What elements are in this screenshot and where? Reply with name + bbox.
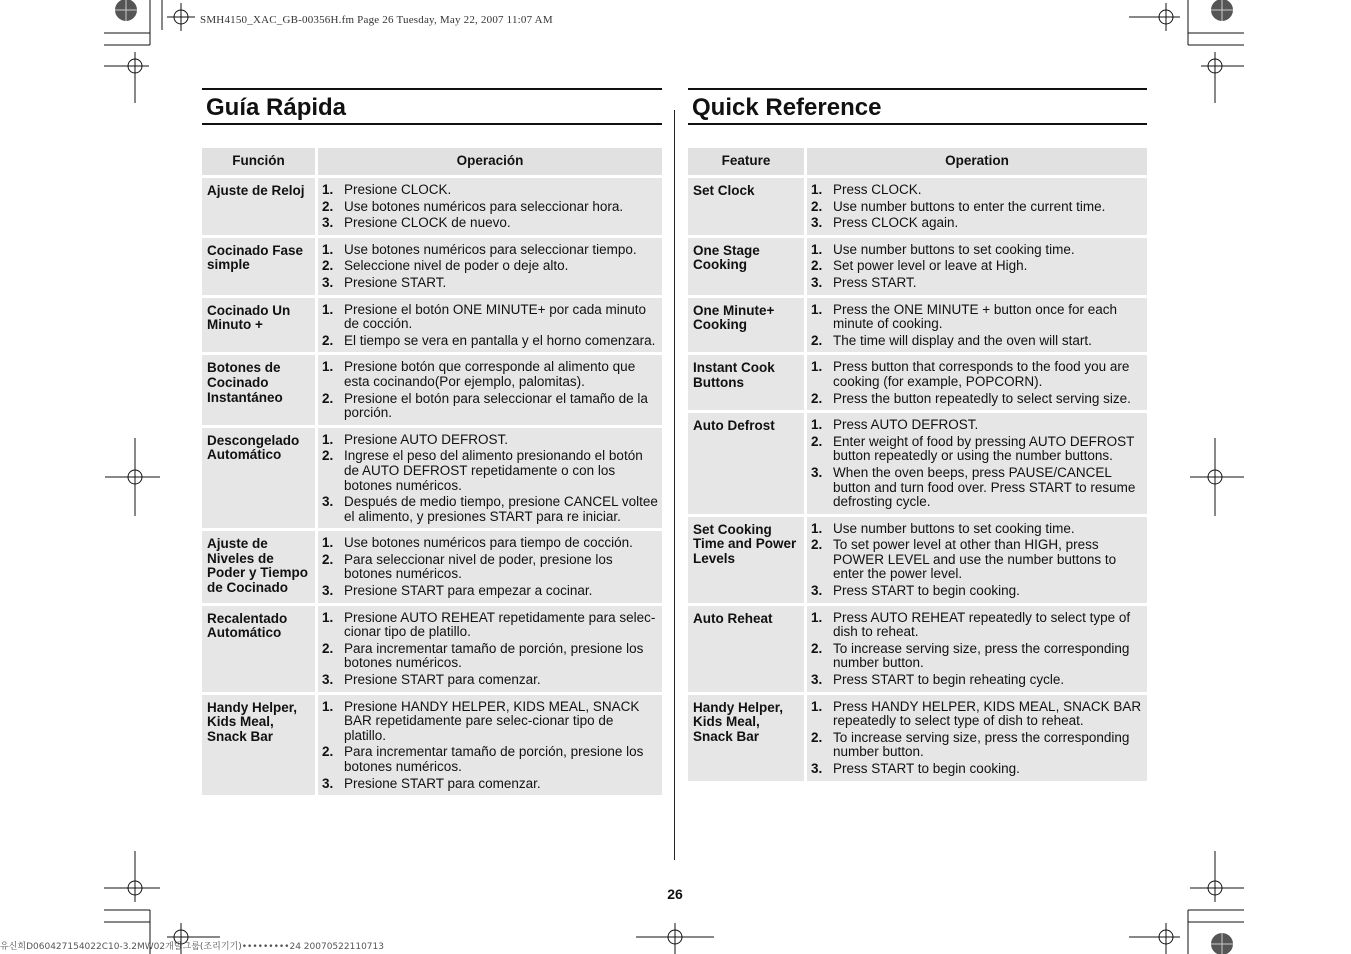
step-text: Presione CLOCK de nuevo. bbox=[344, 215, 511, 231]
operation-step bbox=[811, 243, 1144, 258]
english-table bbox=[688, 148, 1147, 784]
operation-cell bbox=[807, 413, 1147, 517]
operation-step bbox=[811, 522, 1144, 537]
step-number: 2. bbox=[811, 433, 823, 449]
step-text: Press START to begin cooking. bbox=[833, 761, 1020, 776]
operation-step bbox=[811, 642, 1144, 671]
operation-step bbox=[811, 673, 1144, 688]
step-text: To set power level at other than HIGH, press POWER LEVEL and use the number buttons to enter the power level. bbox=[833, 537, 1117, 582]
step-text: Use botones numéricos para seleccionar hora. bbox=[344, 198, 624, 214]
operation-step bbox=[322, 200, 659, 215]
step-number: 2. bbox=[322, 390, 334, 406]
step-text: Use number buttons to set cooking time. bbox=[833, 241, 1075, 257]
step-text: When the oven beeps, press PAUSE/CANCEL button and turn food over. Press START to resume defrosting cycle. bbox=[833, 464, 1136, 510]
operation-step bbox=[322, 216, 659, 231]
table-row bbox=[202, 695, 662, 799]
english-section bbox=[688, 88, 1147, 784]
step-number: 1. bbox=[811, 698, 823, 714]
feature-cell: Botones de Cocinado Instantáneo bbox=[202, 355, 318, 427]
operation-step bbox=[811, 435, 1144, 464]
step-number: 3. bbox=[811, 583, 823, 599]
operation-step bbox=[322, 334, 659, 349]
step-number: 3. bbox=[811, 672, 823, 688]
operation-step bbox=[811, 611, 1144, 640]
step-text: Presione START para comenzar. bbox=[344, 672, 541, 688]
step-text: Press the button repeatedly to select serving size. bbox=[833, 390, 1131, 406]
step-number: 3. bbox=[811, 274, 823, 290]
step-number: 2. bbox=[811, 729, 823, 745]
operation-cell bbox=[807, 606, 1147, 695]
step-number: 3. bbox=[811, 215, 823, 231]
operation-step bbox=[811, 392, 1144, 407]
operation-cell bbox=[318, 298, 662, 356]
operation-step bbox=[811, 216, 1144, 231]
step-number: 3. bbox=[322, 775, 334, 791]
operation-step bbox=[811, 731, 1144, 760]
step-text: Presione AUTO DEFROST. bbox=[344, 431, 509, 447]
operation-step bbox=[322, 642, 659, 671]
step-text: Press the ONE MINUTE + button once for each minute of cooking. bbox=[833, 301, 1118, 332]
feature-cell: Set Cooking Time and Power Levels bbox=[688, 517, 807, 606]
operation-step bbox=[811, 259, 1144, 274]
table-header-row bbox=[202, 148, 662, 178]
step-number: 1. bbox=[322, 431, 334, 447]
english-title: Quick Reference bbox=[688, 88, 1147, 125]
spanish-rows bbox=[202, 178, 662, 798]
column-divider bbox=[674, 110, 675, 860]
feature-cell: Ajuste de Niveles de Poder y Tiempo de Cocinado bbox=[202, 531, 318, 605]
feature-cell: Cocinado Un Minuto + bbox=[202, 298, 318, 356]
operation-step bbox=[811, 762, 1144, 777]
step-text: Press button that corresponds to the food you are cooking (for example, POPCORN). bbox=[833, 359, 1130, 389]
step-text: Press HANDY HELPER, KIDS MEAL, SNACK BAR repeatedly to select type of dish to reheat. bbox=[833, 698, 1142, 729]
operation-step bbox=[322, 449, 659, 493]
step-number: 3. bbox=[811, 464, 823, 480]
step-number: 2. bbox=[322, 640, 334, 656]
step-number: 1. bbox=[811, 301, 823, 317]
step-number: 3. bbox=[322, 215, 334, 231]
operation-cell bbox=[807, 517, 1147, 606]
table-row bbox=[688, 178, 1147, 238]
step-text: Press AUTO DEFROST. bbox=[833, 417, 979, 433]
step-text: Press AUTO REHEAT repeatedly to select type of dish to reheat. bbox=[833, 609, 1131, 640]
feature-cell: Ajuste de Reloj bbox=[202, 178, 318, 238]
step-text: Presione AUTO REHEAT repetidamente para selec-cionar tipo de platillo. bbox=[344, 609, 656, 640]
column-header-operation: Operación bbox=[318, 148, 662, 178]
step-number: 3. bbox=[322, 672, 334, 688]
english-rows bbox=[688, 178, 1147, 784]
step-number: 1. bbox=[811, 241, 823, 257]
operation-step bbox=[811, 538, 1144, 582]
step-number: 2. bbox=[322, 448, 334, 464]
table-row bbox=[202, 238, 662, 298]
table-row bbox=[688, 413, 1147, 517]
step-number: 3. bbox=[322, 274, 334, 290]
operation-cell bbox=[807, 695, 1147, 784]
table-row bbox=[202, 606, 662, 695]
operation-step bbox=[322, 700, 659, 744]
table-header-row bbox=[688, 148, 1147, 178]
step-number: 1. bbox=[322, 535, 334, 551]
operation-step bbox=[322, 745, 659, 774]
operation-step bbox=[811, 303, 1144, 332]
step-number: 3. bbox=[322, 583, 334, 599]
step-text: Press START. bbox=[833, 274, 917, 290]
operation-step bbox=[811, 466, 1144, 510]
operation-cell bbox=[318, 531, 662, 605]
operation-step bbox=[322, 495, 659, 524]
operation-step bbox=[811, 276, 1144, 291]
step-text: Press START to begin reheating cycle. bbox=[833, 672, 1065, 688]
table-row bbox=[688, 517, 1147, 606]
column-header-feature: Feature bbox=[688, 148, 807, 178]
step-number: 3. bbox=[811, 761, 823, 776]
operation-cell bbox=[807, 178, 1147, 238]
table-row bbox=[688, 298, 1147, 356]
spanish-title: Guía Rápida bbox=[202, 88, 662, 125]
operation-step bbox=[811, 584, 1144, 599]
column-header-feature: Función bbox=[202, 148, 318, 178]
operation-step bbox=[322, 360, 659, 389]
step-text: Use botones numéricos para seleccionar tiempo. bbox=[344, 241, 637, 257]
operation-cell bbox=[318, 178, 662, 238]
operation-step bbox=[811, 700, 1144, 729]
operation-step bbox=[811, 334, 1144, 349]
step-number: 1. bbox=[811, 182, 823, 197]
spanish-section bbox=[202, 88, 662, 798]
step-text: Presione el botón para seleccionar el tamaño de la porción. bbox=[344, 390, 648, 421]
step-text: The time will display and the oven will start. bbox=[833, 332, 1092, 348]
step-number: 1. bbox=[811, 359, 823, 375]
feature-cell: Descongelado Automático bbox=[202, 428, 318, 532]
step-text: Después de medio tiempo, presione CANCEL voltee el alimento, y presiones START para re iniciar. bbox=[344, 494, 658, 524]
step-text: Enter weight of food by pressing AUTO DEFROST button repeatedly or using the number buttons. bbox=[833, 433, 1135, 464]
operation-step bbox=[322, 611, 659, 640]
operation-step bbox=[322, 392, 659, 421]
operation-step bbox=[322, 276, 659, 291]
feature-cell: Cocinado Fase simple bbox=[202, 238, 318, 298]
step-number: 2. bbox=[811, 537, 823, 553]
step-number: 1. bbox=[322, 359, 334, 375]
table-row bbox=[202, 531, 662, 605]
feature-cell: Handy Helper, Kids Meal, Snack Bar bbox=[688, 695, 807, 784]
step-number: 2. bbox=[322, 258, 334, 274]
operation-step bbox=[811, 183, 1144, 198]
step-number: 1. bbox=[322, 182, 334, 197]
operation-step bbox=[811, 200, 1144, 215]
step-text: Para incrementar tamaño de porción, presione los botones numéricos. bbox=[344, 744, 644, 774]
step-number: 1. bbox=[811, 520, 823, 536]
step-text: Presione CLOCK. bbox=[344, 182, 452, 197]
operation-step bbox=[322, 243, 659, 258]
step-number: 2. bbox=[322, 744, 334, 760]
step-number: 3. bbox=[322, 494, 334, 510]
step-number: 2. bbox=[322, 551, 334, 567]
table-row bbox=[688, 606, 1147, 695]
table-row bbox=[688, 238, 1147, 298]
step-number: 2. bbox=[811, 640, 823, 656]
operation-cell bbox=[318, 355, 662, 427]
operation-step bbox=[811, 360, 1144, 389]
step-text: Use number buttons to set cooking time. bbox=[833, 520, 1075, 536]
feature-cell: Auto Defrost bbox=[688, 413, 807, 517]
feature-cell: Set Clock bbox=[688, 178, 807, 238]
operation-step bbox=[322, 777, 659, 792]
operation-step bbox=[322, 536, 659, 551]
step-text: Press START to begin cooking. bbox=[833, 583, 1020, 599]
step-number: 1. bbox=[811, 609, 823, 625]
step-text: Use botones numéricos para tiempo de cocción. bbox=[344, 535, 633, 551]
operation-step bbox=[322, 433, 659, 448]
operation-cell bbox=[318, 238, 662, 298]
step-text: To increase serving size, press the corresponding number button. bbox=[833, 640, 1130, 671]
operation-cell bbox=[807, 355, 1147, 413]
step-number: 2. bbox=[811, 332, 823, 348]
table-row bbox=[202, 178, 662, 238]
step-text: To increase serving size, press the corresponding number button. bbox=[833, 729, 1130, 760]
table-row bbox=[202, 298, 662, 356]
feature-cell: Auto Reheat bbox=[688, 606, 807, 695]
step-text: Ingrese el peso del alimento presionando el botón de AUTO DEFROST repetidamente o con los botones numéricos. bbox=[344, 448, 643, 493]
operation-cell bbox=[318, 428, 662, 532]
step-number: 2. bbox=[322, 332, 334, 348]
step-number: 1. bbox=[322, 241, 334, 257]
operation-cell bbox=[807, 298, 1147, 356]
feature-cell: Handy Helper, Kids Meal, Snack Bar bbox=[202, 695, 318, 799]
spanish-table bbox=[202, 148, 662, 798]
feature-cell: Recalentado Automático bbox=[202, 606, 318, 695]
feature-cell: One Stage Cooking bbox=[688, 238, 807, 298]
step-number: 2. bbox=[322, 198, 334, 214]
table-row bbox=[688, 695, 1147, 784]
step-text: Set power level or leave at High. bbox=[833, 258, 1028, 274]
column-header-operation: Operation bbox=[807, 148, 1147, 178]
operation-step bbox=[322, 183, 659, 198]
operation-cell bbox=[807, 238, 1147, 298]
table-row bbox=[202, 428, 662, 532]
step-text: Presione el botón ONE MINUTE+ por cada minuto de cocción. bbox=[344, 301, 647, 332]
operation-step bbox=[322, 553, 659, 582]
step-text: El tiempo se vera en pantalla y el horno comenzara. bbox=[344, 332, 656, 348]
step-number: 1. bbox=[322, 609, 334, 625]
print-footer: 유신희D060427154022C10-3.2MW02개발그룹(조리기기)•••••••••24 20070522110713 bbox=[0, 942, 384, 952]
step-number: 1. bbox=[322, 698, 334, 714]
step-text: Press CLOCK again. bbox=[833, 215, 959, 231]
step-number: 1. bbox=[322, 301, 334, 317]
print-header: SMH4150_XAC_GB-00356H.fm Page 26 Tuesday, May 22, 2007 11:07 AM bbox=[200, 14, 553, 26]
step-text: Use number buttons to enter the current time. bbox=[833, 198, 1106, 214]
step-number: 2. bbox=[811, 198, 823, 214]
table-row bbox=[202, 355, 662, 427]
operation-step bbox=[322, 303, 659, 332]
step-text: Presione botón que corresponde al alimento que esta cocinando(Por ejemplo, palomitas). bbox=[344, 359, 636, 389]
operation-step bbox=[811, 418, 1144, 433]
step-text: Presione START. bbox=[344, 274, 447, 290]
step-number: 2. bbox=[811, 390, 823, 406]
operation-step bbox=[322, 259, 659, 274]
table-row bbox=[688, 355, 1147, 413]
step-text: Presione HANDY HELPER, KIDS MEAL, SNACK BAR repetidamente pare selec-cionar tipo de platillo. bbox=[344, 698, 640, 743]
step-text: Seleccione nivel de poder o deje alto. bbox=[344, 258, 569, 274]
step-number: 1. bbox=[811, 417, 823, 433]
operation-cell bbox=[318, 695, 662, 799]
step-text: Presione START para empezar a cocinar. bbox=[344, 583, 593, 599]
step-text: Presione START para comenzar. bbox=[344, 775, 541, 791]
step-number: 2. bbox=[811, 258, 823, 274]
step-text: Para seleccionar nivel de poder, presione los botones numéricos. bbox=[344, 551, 613, 582]
feature-cell: Instant Cook Buttons bbox=[688, 355, 807, 413]
operation-step bbox=[322, 584, 659, 599]
step-text: Press CLOCK. bbox=[833, 182, 922, 197]
operation-step bbox=[322, 673, 659, 688]
feature-cell: One Minute+ Cooking bbox=[688, 298, 807, 356]
operation-cell bbox=[318, 606, 662, 695]
page-number: 26 bbox=[667, 886, 683, 902]
step-text: Para incrementar tamaño de porción, presione los botones numéricos. bbox=[344, 640, 644, 671]
